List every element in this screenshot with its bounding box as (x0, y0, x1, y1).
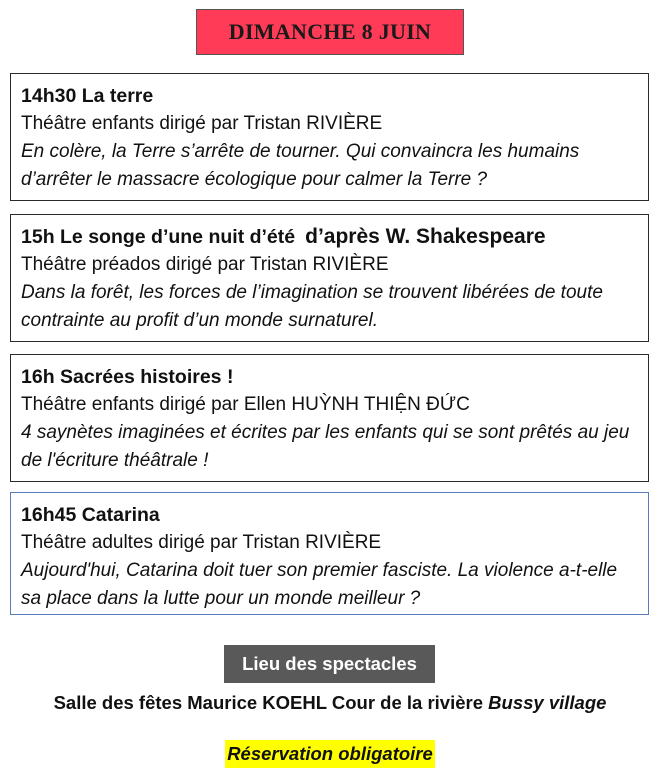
venue-label: Lieu des spectacles (224, 645, 435, 683)
event-title: 16h Sacrées histoires ! (21, 366, 234, 388)
reservation-notice (0, 740, 660, 768)
event-description: En colère, la Terre s’arrête de tourner. Qui convaincra les humains d’arrêter le massacre écologique pour calmer la Terre ? (21, 141, 580, 190)
venue-village: Bussy village (488, 692, 607, 713)
event-description: Dans la forêt, les forces de l’imagination se trouvent libérées de toute contrainte au profit d’un monde surnaturel. (21, 282, 603, 331)
event-title: 14h30 La terre (21, 85, 154, 107)
event-title-main: 15h Le songe d’une nuit d’été (21, 226, 296, 248)
event-card-catarina (10, 492, 649, 615)
venue-address-text: Salle des fêtes Maurice KOEHL Cour de la rivière (53, 692, 489, 713)
event-card-le-songe (10, 214, 649, 342)
event-title (21, 223, 638, 251)
event-card-la-terre (10, 73, 649, 201)
event-description: 4 saynètes imaginées et écrites par les enfants qui se sont prêtés au jeu de l'écriture théâtrale ! (21, 422, 630, 471)
event-card-sacrees-histoires (10, 354, 649, 482)
event-director: Théâtre enfants dirigé par Tristan RIVIÈRE (21, 113, 383, 134)
event-title-extra: d’après W. Shakespeare (305, 225, 546, 248)
event-director: Théâtre préados dirigé par Tristan RIVIÈRE (21, 254, 389, 275)
event-title: 16h45 Catarina (21, 504, 160, 526)
date-header: DIMANCHE 8 JUIN (196, 9, 464, 55)
event-director: Théâtre adultes dirigé par Tristan RIVIÈRE (21, 532, 382, 553)
reservation-text: Réservation obligatoire (225, 740, 435, 768)
venue-address (0, 689, 660, 717)
event-director: Théâtre enfants dirigé par Ellen HUỲNH THIỆN ĐỨC (21, 394, 470, 415)
event-description: Aujourd'hui, Catarina doit tuer son premier fasciste. La violence a-t-elle sa place dans la lutte pour un monde meilleur ? (21, 560, 618, 609)
